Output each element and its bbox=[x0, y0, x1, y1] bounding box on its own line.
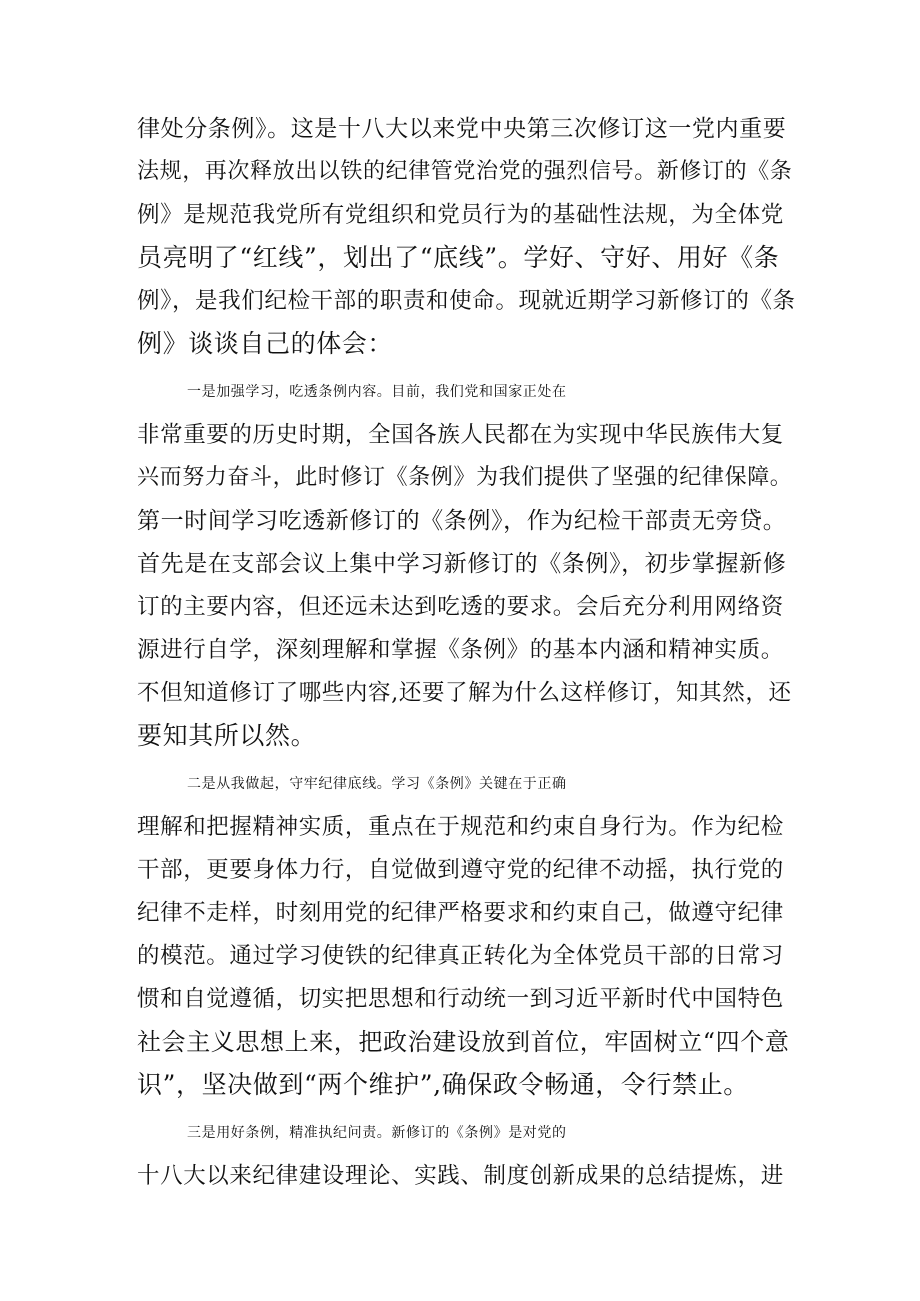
paragraph-2-start: 二是从我做起，守牢纪律底线。学习《条例》关键在于正确 bbox=[187, 776, 567, 792]
paragraph-1-start: 一是加强学习，吃透条例内容。目前，我们党和国家正处在 bbox=[187, 384, 567, 400]
text-line: 兴而努力奋斗，此时修订《条例》为我们提供了坚强的纪律保障。 bbox=[137, 465, 793, 490]
text-line: 干部，更要身体力行，自觉做到遵守党的纪律不动摇，执行党的 bbox=[137, 857, 784, 883]
text-line: 订的主要内容，但还远未达到吃透的要求。会后充分利用网络资 bbox=[137, 594, 784, 620]
text-line: 例》，是我们纪检干部的职责和使命。现就近期学习新修订的《条 bbox=[137, 288, 796, 314]
text-line: 社会主义思想上来，把政治建设放到首位，牢固树立“四个意 bbox=[137, 1028, 790, 1056]
text-line: 非常重要的历史时期，全国各族人民都在为实现中华民族伟大复 bbox=[137, 422, 784, 448]
text-line: 惯和自觉遵循，切实把思想和行动统一到习近平新时代中国特色 bbox=[137, 986, 784, 1012]
text-line: 法规，再次释放出以铁的纪律管党治党的强烈信号。新修订的《条 bbox=[137, 159, 793, 184]
text-line: 例》是规范我党所有党组织和党员行为的基础性法规，为全体党 bbox=[137, 202, 784, 228]
text-line: 纪律不走样，时刻用党的纪律严格要求和约束自己，做遵守纪律 bbox=[137, 900, 784, 926]
text-line: 识”，坚决做到“两个维护”,确保政令畅通，令行禁止。 bbox=[137, 1070, 749, 1099]
text-line: 首先是在支部会议上集中学习新修订的《条例》，初步掌握新修 bbox=[137, 551, 787, 577]
text-line: 员亮明了“红线”，划出了“底线”。学好、守好、用好《条 bbox=[137, 243, 780, 272]
paragraph-3-start: 三是用好条例，精准执纪问责。新修订的《条例》是对党的 bbox=[187, 1125, 567, 1141]
text-line: 要知其所以然。 bbox=[137, 721, 317, 750]
text-line: 不但知道修订了哪些内容,还要了解为什么这样修订，知其然，还 bbox=[137, 680, 792, 706]
text-line: 例》谈谈自己的体会： bbox=[137, 329, 394, 358]
text-line: 十八大以来纪律建设理论、实践、制度创新成果的总结提炼，进 bbox=[137, 1163, 784, 1189]
text-line: 律处分条例》。这是十八大以来党中央第三次修订这一党内重要 bbox=[137, 116, 787, 142]
text-line: 源进行自学，深刻理解和掌握《条例》的基本内涵和精神实质。 bbox=[137, 637, 784, 663]
text-line: 第一时间学习吃透新修订的《条例》，作为纪检干部责无旁贷。 bbox=[137, 508, 787, 534]
text-line: 的模范。通过学习使铁的纪律真正转化为全体党员干部的日常习 bbox=[137, 943, 784, 969]
text-line: 理解和把握精神实质，重点在于规范和约束自身行为。作为纪检 bbox=[137, 814, 784, 840]
